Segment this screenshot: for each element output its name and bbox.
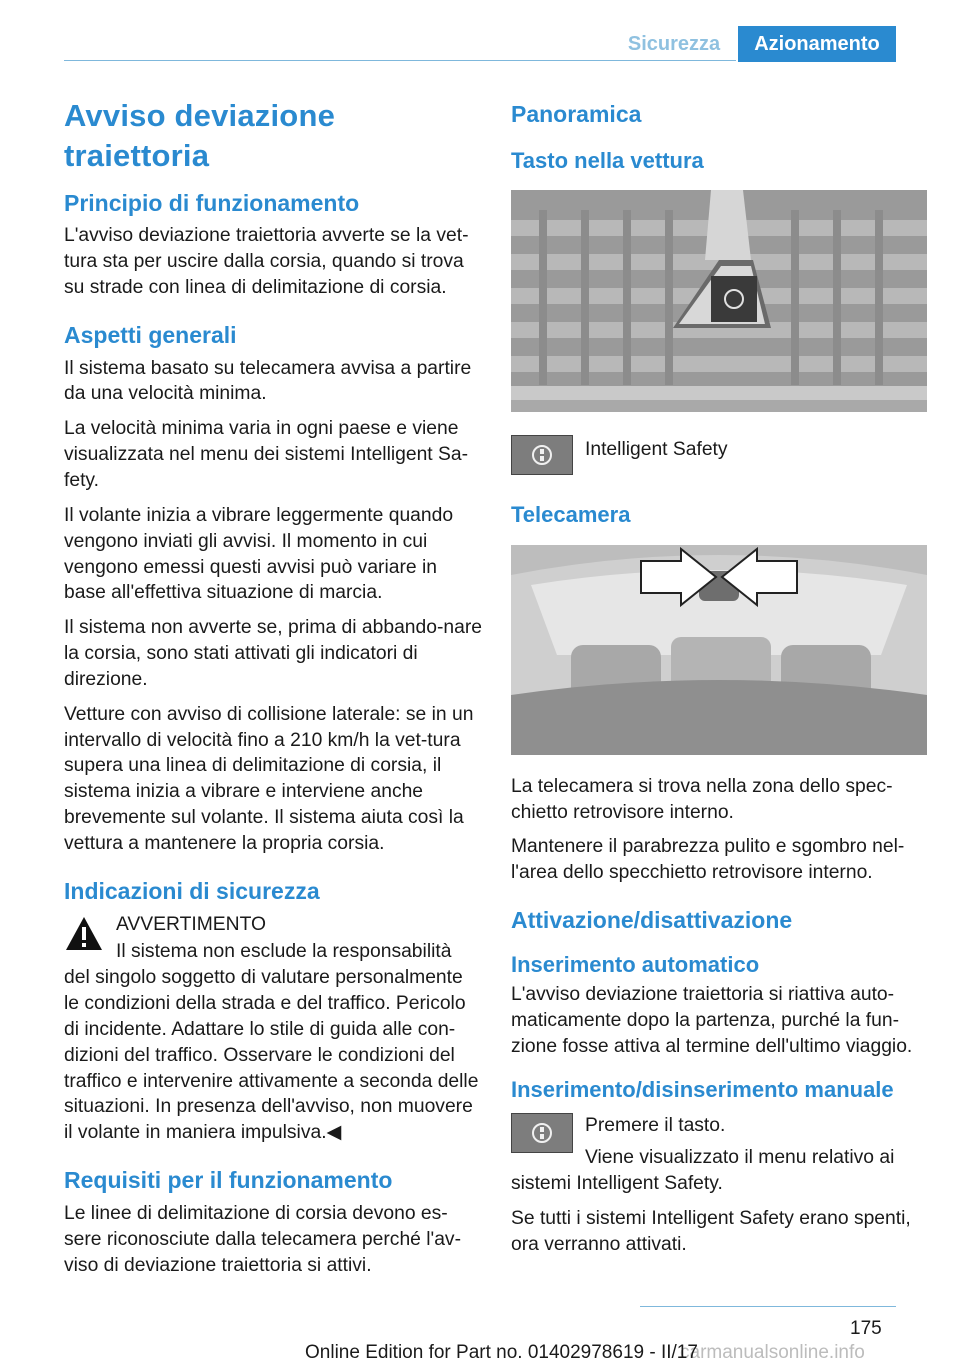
paragraph: Il sistema non avverte se, prima di abbando-nare la corsia, sono stati attivati gli indicatori di direzione. <box>64 617 482 690</box>
button-photo-svg <box>511 190 927 412</box>
paragraph: La telecamera si trova nella zona dello spec-chietto retrovisore interno. <box>511 775 893 823</box>
left-column <box>64 96 482 1287</box>
heading-attivazione: Attivazione/disattivazione <box>511 907 793 934</box>
heading-sicurezza: Indicazioni di sicurezza <box>64 877 320 904</box>
paragraph: Premere il tasto. <box>585 1115 726 1137</box>
footer-rule <box>640 1306 896 1307</box>
heading-tasto: Tasto nella vettura <box>511 147 704 173</box>
heading-panoramica: Panoramica <box>511 101 642 127</box>
paragraph: L'avviso deviazione traiettoria si riattiva auto-maticamente dopo la partenza, purché la fun-zione fosse attiva al termine dell'ultimo viaggio. <box>511 984 913 1058</box>
warning-block <box>64 912 482 1147</box>
heading-requisiti: Requisiti per il funzionamento <box>64 1167 393 1194</box>
watermark: carmanualsonline.info <box>680 1342 865 1363</box>
button-legend <box>511 435 929 481</box>
paragraph: Le linee di delimitazione di corsia devono es-sere riconosciute dalla telecamera perché l'av-viso di deviazione traiettoria si attivi. <box>64 1202 461 1276</box>
paragraph: Il volante inizia a vibrare leggermente quando vengono inviati gli avvisi. Il momento in cui vengono emessi questi avvisi può variare in base all'effettiva situazione di marcia. <box>64 504 454 604</box>
edition-line: Online Edition for Part no. 01402978619 - II/17 <box>305 1342 698 1363</box>
warning-title: AVVERTIMENTO <box>116 913 266 935</box>
header-tab-azionamento[interactable]: Azionamento <box>738 26 896 62</box>
warning-triangle-icon <box>64 912 104 954</box>
paragraph: Viene visualizzato il menu relativo ai sistemi Intelligent Safety. <box>511 1147 895 1195</box>
paragraph: Il sistema basato su telecamera avvisa a partire da una velocità minima. <box>64 357 472 405</box>
paragraph: Se tutti i sistemi Intelligent Safety erano spenti, ora verranno attivati. <box>511 1207 911 1255</box>
intelligent-safety-button-icon <box>511 435 573 475</box>
page-title: Avviso deviazione traiettoria <box>64 98 336 174</box>
heading-aspetti: Aspetti generali <box>64 321 237 348</box>
manual-block <box>511 1113 929 1206</box>
button-label: Intelligent Safety <box>585 439 728 461</box>
heading-inserimento-manuale: Inserimento/disinserimento manuale <box>511 1076 894 1102</box>
paragraph: Vetture con avviso di collisione laterale: se in un intervallo di velocità fino a 210 km/h la vet-tura supera una linea di delimitazione di corsia, il sistema inizia a vibrare e interviene anche brevemente sul volante. Il sistema aiuta così la vettura a mantenere la propria corsia. <box>64 703 474 854</box>
warning-text: Il sistema non esclude la responsabilità del singolo soggetto di valutare personalmente le condizioni della strada e del traffico. Pericolo di incidente. Adattare lo stile di guida alle con-dizioni del traffico. Osservare le condizioni del traffico e intervenire attivamente a seconda delle situazioni. In presenza dell'avviso, non muovere il volante in maniera impulsiva.◀ <box>64 941 479 1144</box>
button-photo <box>511 190 929 417</box>
right-column <box>511 96 929 1267</box>
paragraph: La velocità minima varia in ogni paese e viene visualizzata nel menu dei sistemi Intelligent Sa-fety. <box>64 418 469 491</box>
paragraph: L'avviso deviazione traiettoria avverte se la vet-tura sta per uscire dalla corsia, quando si trova su strade con linea di delimitazione di corsia. <box>64 225 469 299</box>
heading-inserimento-automatico: Inserimento automatico <box>511 951 760 977</box>
camera-photo-svg <box>511 545 927 755</box>
heading-principio: Principio di funzionamento <box>64 189 360 216</box>
header-tab-sicurezza[interactable]: Sicurezza <box>627 33 721 55</box>
intelligent-safety-button-icon <box>511 1113 573 1153</box>
page-number: 175 <box>850 1318 882 1339</box>
paragraph: Mantenere il parabrezza pulito e sgombro nel-l'area dello specchietto retrovisore interno. <box>511 836 905 884</box>
heading-telecamera: Telecamera <box>511 502 631 528</box>
camera-photo <box>511 545 929 760</box>
